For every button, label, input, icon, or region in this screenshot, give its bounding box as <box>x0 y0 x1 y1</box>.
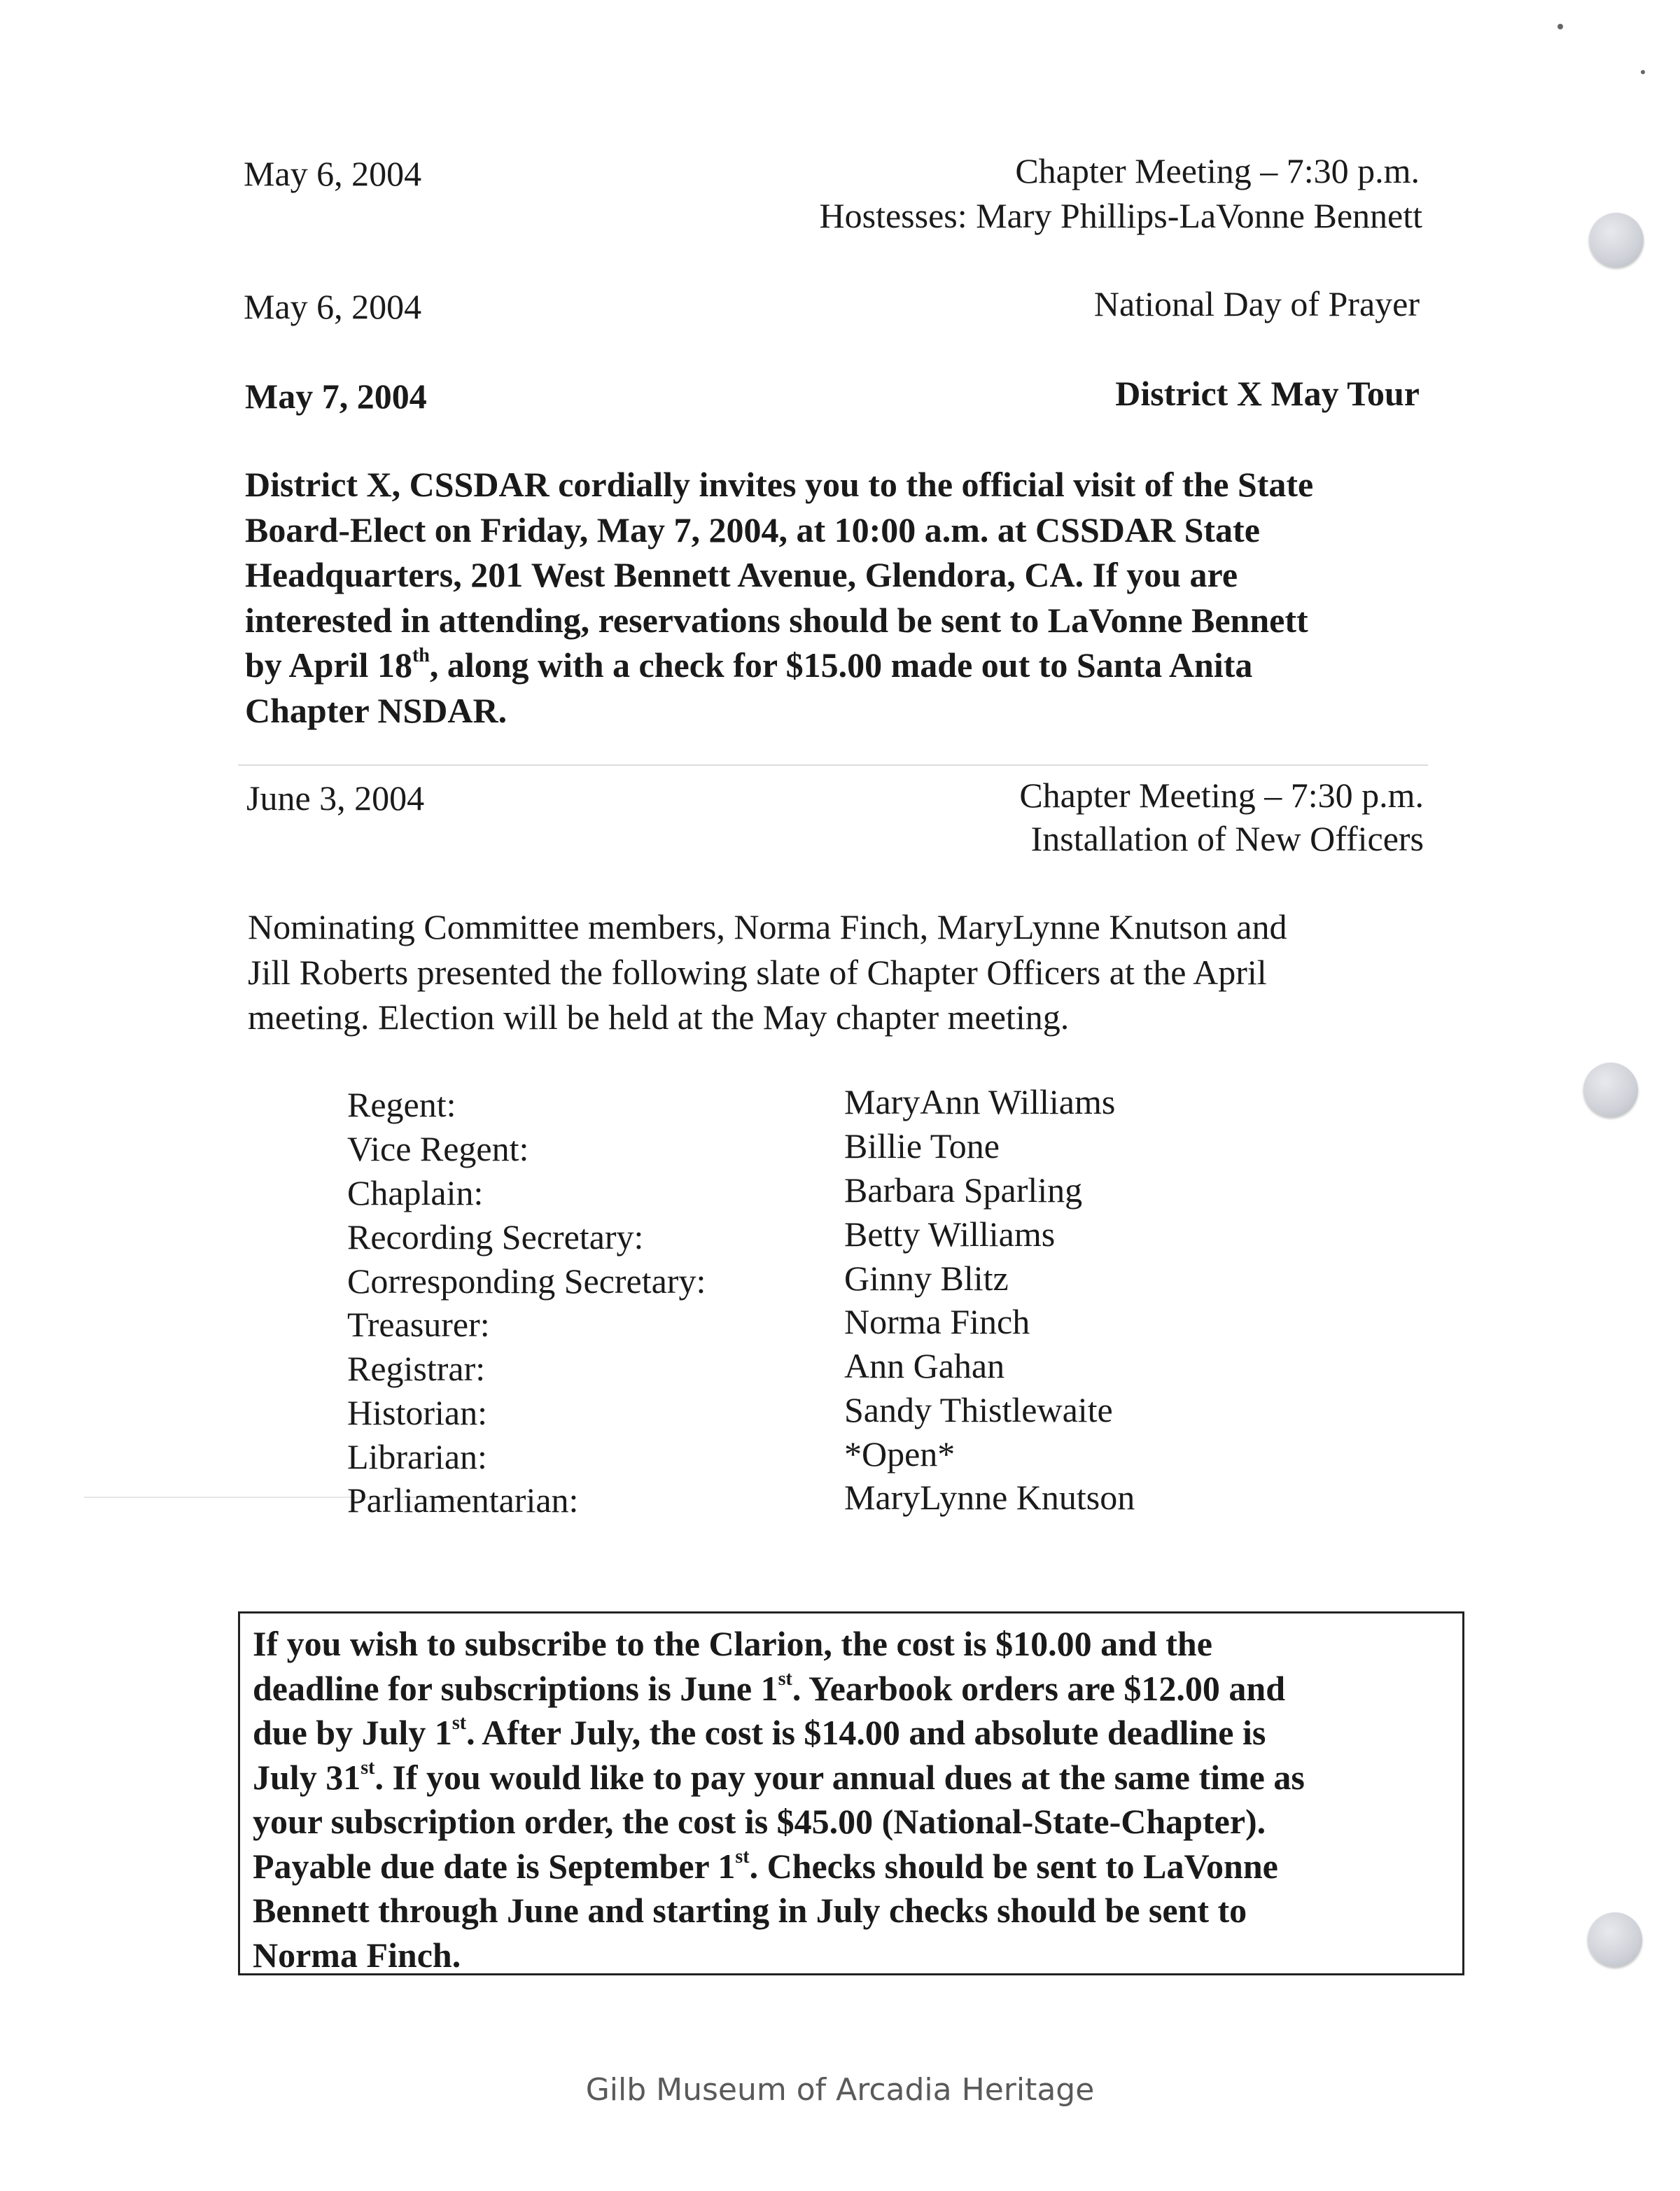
binder-hole-middle <box>1583 1063 1638 1117</box>
scan-speck <box>1558 24 1563 29</box>
officer-name: Norma Finch <box>844 1302 1030 1341</box>
event-date: May 7, 2004 <box>245 377 427 416</box>
officer-role: Parliamentarian: <box>347 1480 579 1520</box>
event-subtitle: Hostesses: Mary Phillips-LaVonne Bennett <box>819 196 1422 235</box>
officer-name: Barbara Sparling <box>844 1170 1083 1210</box>
subscription-line: July 31st. If you would like to pay your annual dues at the same time as <box>253 1756 1305 1797</box>
officer-name: MaryLynne Knutson <box>844 1478 1135 1517</box>
event-date: May 6, 2004 <box>244 287 422 326</box>
subscription-line: deadline for subscriptions is June 1st. Yearbook orders are $12.00 and <box>253 1667 1286 1708</box>
officer-role: Registrar: <box>347 1349 486 1388</box>
nominating-line: Nominating Committee members, Norma Finch, MaryLynne Knutson and <box>248 907 1287 946</box>
subscription-line: due by July 1st. After July, the cost is $14.00 and absolute deadline is <box>253 1712 1266 1752</box>
nominating-paragraph <box>248 904 1452 1040</box>
officer-name: Betty Williams <box>844 1214 1056 1254</box>
binder-hole-top <box>1589 213 1644 267</box>
nominating-line: meeting. Election will be held at the May chapter meeting. <box>248 997 1070 1037</box>
officer-role: Regent: <box>347 1085 456 1124</box>
officer-role: Historian: <box>347 1393 487 1432</box>
officer-name: Ginny Blitz <box>844 1259 1009 1298</box>
officer-role: Treasurer: <box>347 1305 490 1344</box>
officer-role: Vice Regent: <box>347 1129 529 1168</box>
officer-role: Corresponding Secretary: <box>347 1261 706 1301</box>
officer-name: MaryAnn Williams <box>844 1082 1116 1121</box>
subscription-line: If you wish to subscribe to the Clarion, the cost is $10.00 and the <box>253 1624 1212 1663</box>
subscription-line: Norma Finch. <box>253 1935 461 1975</box>
event-date: June 3, 2004 <box>246 778 425 818</box>
event-title: National Day of Prayer <box>1093 284 1420 323</box>
scan-speck <box>1641 70 1645 74</box>
scan-fold-line <box>238 764 1428 766</box>
subscription-line: Payable due date is September 1st. Checks should be sent to LaVonne <box>253 1845 1278 1886</box>
invitation-line: Board-Elect on Friday, May 7, 2004, at 10:00 a.m. at CSSDAR State <box>245 510 1260 550</box>
tour-invitation <box>245 462 1449 733</box>
invitation-line: Chapter NSDAR. <box>245 690 507 730</box>
invitation-line: interested in attending, reservations should be sent to LaVonne Bennett <box>245 600 1308 640</box>
event-title: District X May Tour <box>1115 374 1420 413</box>
binder-hole-bottom <box>1588 1912 1642 1967</box>
event-date: May 6, 2004 <box>244 154 422 193</box>
museum-footer: Gilb Museum of Arcadia Heritage <box>585 2072 1095 2108</box>
invitation-line: District X, CSSDAR cordially invites you to the official visit of the State <box>245 465 1314 504</box>
event-subtitle: Installation of New Officers <box>1030 819 1424 858</box>
officer-role: Recording Secretary: <box>347 1217 644 1256</box>
officer-name: *Open* <box>844 1434 955 1474</box>
officer-name: Sandy Thistlewaite <box>844 1390 1113 1429</box>
officer-role: Chaplain: <box>347 1173 484 1212</box>
nominating-line: Jill Roberts presented the following slate of Chapter Officers at the April <box>248 952 1267 992</box>
officer-role: Librarian: <box>347 1437 487 1476</box>
invitation-line: Headquarters, 201 West Bennett Avenue, Glendora, CA. If you are <box>245 555 1238 594</box>
officer-name: Billie Tone <box>844 1126 1000 1166</box>
subscription-line: Bennett through June and starting in July checks should be sent to <box>253 1891 1247 1930</box>
event-title: Chapter Meeting – 7:30 p.m. <box>1015 151 1420 190</box>
event-title: Chapter Meeting – 7:30 p.m. <box>1019 776 1424 815</box>
officer-name: Ann Gahan <box>844 1346 1005 1385</box>
subscription-line: your subscription order, the cost is $45.00 (National-State-Chapter). <box>253 1802 1266 1841</box>
subscription-box <box>238 1611 1464 1975</box>
subscription-text <box>253 1622 1457 1977</box>
invitation-line: by April 18th, along with a check for $15.00 made out to Santa Anita <box>245 645 1253 685</box>
